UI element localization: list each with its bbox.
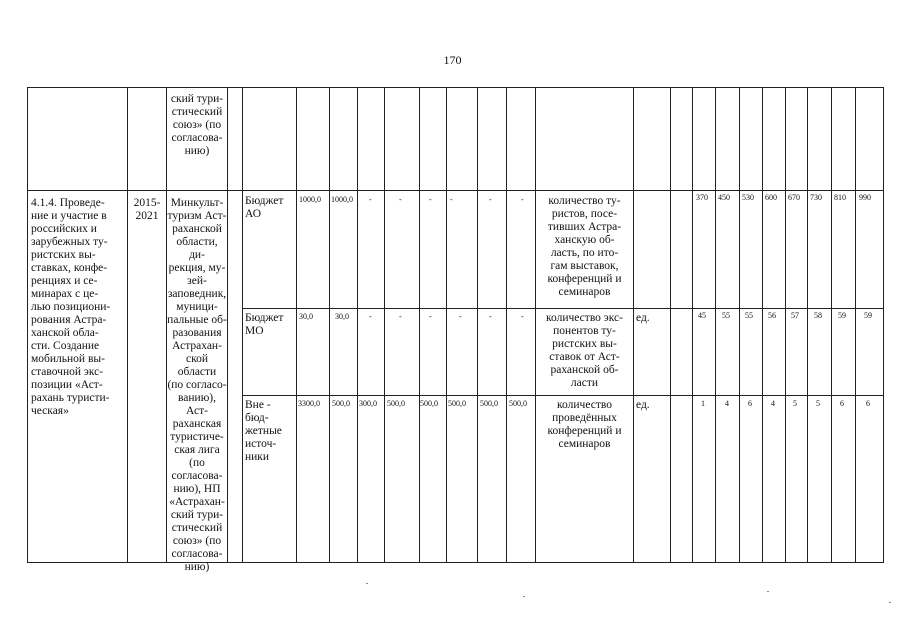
target-2020: 5: [816, 399, 820, 408]
measure-description: 4.1.4. Проведе- ние и участие в российских и зарубежных ту- ристских вы- ставках, конфе- ренциях и се- минарах с це- лью позициони- рования Астра- ханской обла- сти. Создание мобильной вы- ставочной экс- позиции «Аст- рахань туристи- ческая»: [31, 197, 111, 417]
target-2019: 57: [791, 311, 799, 320]
target-final: 6: [866, 399, 870, 408]
target-2021: 810: [834, 193, 846, 202]
target-2021: 59: [838, 311, 846, 320]
table-grid: [27, 87, 884, 563]
scan-speck: [366, 583, 368, 584]
executors: Минкульт- туризм Аст- раханской области, ди- рекция, му- зей- заповедник, муници- пальные об- разования Астрахан- ской области (по согласо- ванию), Аст- раханская туристиче- ская лига (по согласова- нию), НП «Астрахан- ский тури- стический союз» (по согласова- нию): [167, 197, 227, 573]
indicator: количество проведённых конференций и семинаров: [547, 399, 622, 450]
scan-speck: [889, 602, 891, 603]
target-2019: 5: [793, 399, 797, 408]
amount-total: 30,0: [299, 312, 313, 321]
target-2018: 600: [765, 193, 777, 202]
amount-2015: 1000,0: [331, 195, 353, 204]
amount-total: 1000,0: [299, 195, 321, 204]
amount-2015: 500,0: [332, 399, 350, 408]
amount-total: 3300,0: [298, 399, 320, 408]
target-2021: 6: [840, 399, 844, 408]
target-2018: 4: [771, 399, 775, 408]
target-2016: 4: [725, 399, 729, 408]
amount-2020: -: [489, 195, 492, 204]
amount-2021: 500,0: [509, 399, 527, 408]
amount-2017: -: [399, 312, 402, 321]
target-2018: 56: [768, 311, 776, 320]
amount-2018: 500,0: [420, 399, 438, 408]
scan-speck: [523, 596, 525, 597]
target-2015: 45: [698, 311, 706, 320]
funding-source: Бюджет АО: [245, 195, 284, 220]
target-2017: 6: [748, 399, 752, 408]
executor-continuation: ский тури- стический союз» (по согласова- нию): [170, 93, 224, 157]
measures-table: [27, 87, 884, 573]
target-2020: 730: [810, 193, 822, 202]
amount-2021: -: [521, 195, 524, 204]
amount-2017: 500,0: [387, 399, 405, 408]
page-number: 170: [443, 53, 462, 67]
target-final: 990: [859, 193, 871, 202]
scan-speck: [767, 591, 769, 592]
amount-2016: 300,0: [359, 399, 377, 408]
unit: ед.: [636, 399, 650, 411]
target-2017: 530: [742, 193, 754, 202]
unit: ед.: [636, 312, 650, 324]
amount-2018: -: [429, 195, 432, 204]
implementation-period: 2015- 2021: [133, 197, 161, 222]
amount-2018: -: [429, 312, 432, 321]
amount-2016: -: [369, 195, 372, 204]
target-2015: 1: [701, 399, 705, 408]
funding-source: Бюджет МО: [245, 312, 284, 337]
amount-2020: -: [489, 312, 492, 321]
target-2019: 670: [788, 193, 800, 202]
indicator: количество ту- ристов, посе- тивших Астра- ханскую об- ласть, по ито- гам выставок, конференций и семинаров: [547, 195, 622, 298]
target-2020: 58: [814, 311, 822, 320]
amount-2016: -: [369, 312, 372, 321]
target-2015: 370: [696, 193, 708, 202]
amount-2021: -: [521, 312, 524, 321]
target-final: 59: [864, 311, 872, 320]
amount-2020: 500,0: [480, 399, 498, 408]
funding-source: Вне - бюд- жетные источ- ники: [245, 399, 282, 463]
amount-2019: 500,0: [448, 399, 466, 408]
amount-2017: -: [399, 195, 402, 204]
target-2016: 55: [722, 311, 730, 320]
amount-2019: -: [450, 195, 453, 204]
amount-2019: -: [459, 312, 462, 321]
indicator: количество экс- понентов ту- ристских вы- ставок от Аст- раханской об- ласти: [546, 312, 623, 389]
target-2016: 450: [718, 193, 730, 202]
target-2017: 55: [745, 311, 753, 320]
amount-2015: 30,0: [335, 312, 349, 321]
